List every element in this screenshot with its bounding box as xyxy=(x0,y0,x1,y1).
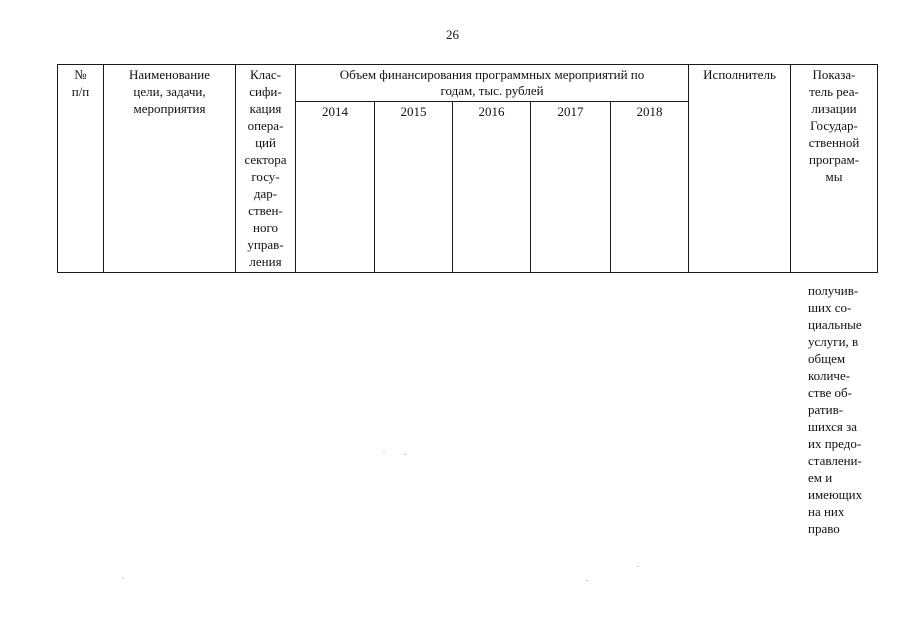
scan-speck xyxy=(383,452,385,453)
page-number: 26 xyxy=(446,27,459,42)
col-funding-header-line: Объем финансирования программных мероприятий по xyxy=(339,67,645,82)
col-indicator-line: програм- xyxy=(808,152,860,167)
continuation-line: услуги, в xyxy=(808,334,859,349)
col-indicator-line: лизации xyxy=(811,101,857,116)
scan-speck xyxy=(586,580,588,581)
continuation-line: шихся за xyxy=(808,419,857,434)
continuation-line: количе- xyxy=(808,368,851,383)
continuation-line: ратив- xyxy=(808,402,844,417)
continuation-line: имеющих xyxy=(808,487,863,502)
indicator-continuation-text xyxy=(808,282,878,537)
col-funding-header-line: годам, тыс. рублей xyxy=(440,83,544,98)
col-classification-line: сифи- xyxy=(249,84,282,99)
continuation-line: право xyxy=(808,521,840,536)
col-number-header-line: № xyxy=(74,67,87,82)
col-executor-header-text: Исполнитель xyxy=(703,67,776,82)
col-classification-line: управ- xyxy=(247,237,284,252)
col-classification-line: кация xyxy=(249,101,282,116)
col-executor-header xyxy=(689,65,791,273)
continuation-line: получив- xyxy=(808,283,859,298)
col-classification-line: дар- xyxy=(253,186,278,201)
col-name-header xyxy=(104,65,236,273)
col-classification-header xyxy=(236,65,296,273)
col-funding-header xyxy=(296,65,689,102)
col-classification-line: ления xyxy=(249,254,282,269)
continuation-line: их предо- xyxy=(808,436,862,451)
col-classification-line: ствен- xyxy=(248,203,283,218)
year-header-2017: 2017 xyxy=(531,102,611,273)
col-classification-line: Клас- xyxy=(249,67,282,82)
scan-speck xyxy=(122,578,124,579)
col-name-header-line: Наименование xyxy=(129,67,210,82)
col-indicator-line: ственной xyxy=(808,135,860,150)
col-number-header xyxy=(58,65,104,273)
year-header-2014: 2014 xyxy=(296,102,375,273)
program-table xyxy=(57,64,878,273)
scan-speck xyxy=(637,566,639,567)
continuation-line: на них xyxy=(808,504,845,519)
continuation-line: циальные xyxy=(808,317,862,332)
col-indicator-line: тель реа- xyxy=(809,84,859,99)
scan-speck xyxy=(404,454,406,455)
continuation-line: ем и xyxy=(808,470,833,485)
col-indicator-line: Показа- xyxy=(812,67,856,82)
continuation-line: ставлени- xyxy=(808,453,862,468)
col-number-header-line: п/п xyxy=(71,84,90,99)
year-header-2018: 2018 xyxy=(611,102,689,273)
col-classification-line: госу- xyxy=(251,169,280,184)
col-classification-line: опера- xyxy=(247,118,284,133)
col-classification-line: ций xyxy=(255,135,276,150)
year-header-2015: 2015 xyxy=(375,102,453,273)
year-header-2016: 2016 xyxy=(453,102,531,273)
col-name-header-line: мероприятия xyxy=(133,101,206,116)
continuation-line: ших со- xyxy=(808,300,852,315)
col-indicator-header xyxy=(791,65,878,273)
continuation-line: общем xyxy=(808,351,846,366)
col-indicator-line: Государ- xyxy=(810,118,858,133)
continuation-line: стве об- xyxy=(808,385,852,400)
col-classification-line: ного xyxy=(253,220,278,235)
col-indicator-line: мы xyxy=(825,169,843,184)
col-name-header-line: цели, задачи, xyxy=(133,84,206,99)
col-classification-line: сектора xyxy=(244,152,287,167)
table-header-row xyxy=(58,65,878,102)
